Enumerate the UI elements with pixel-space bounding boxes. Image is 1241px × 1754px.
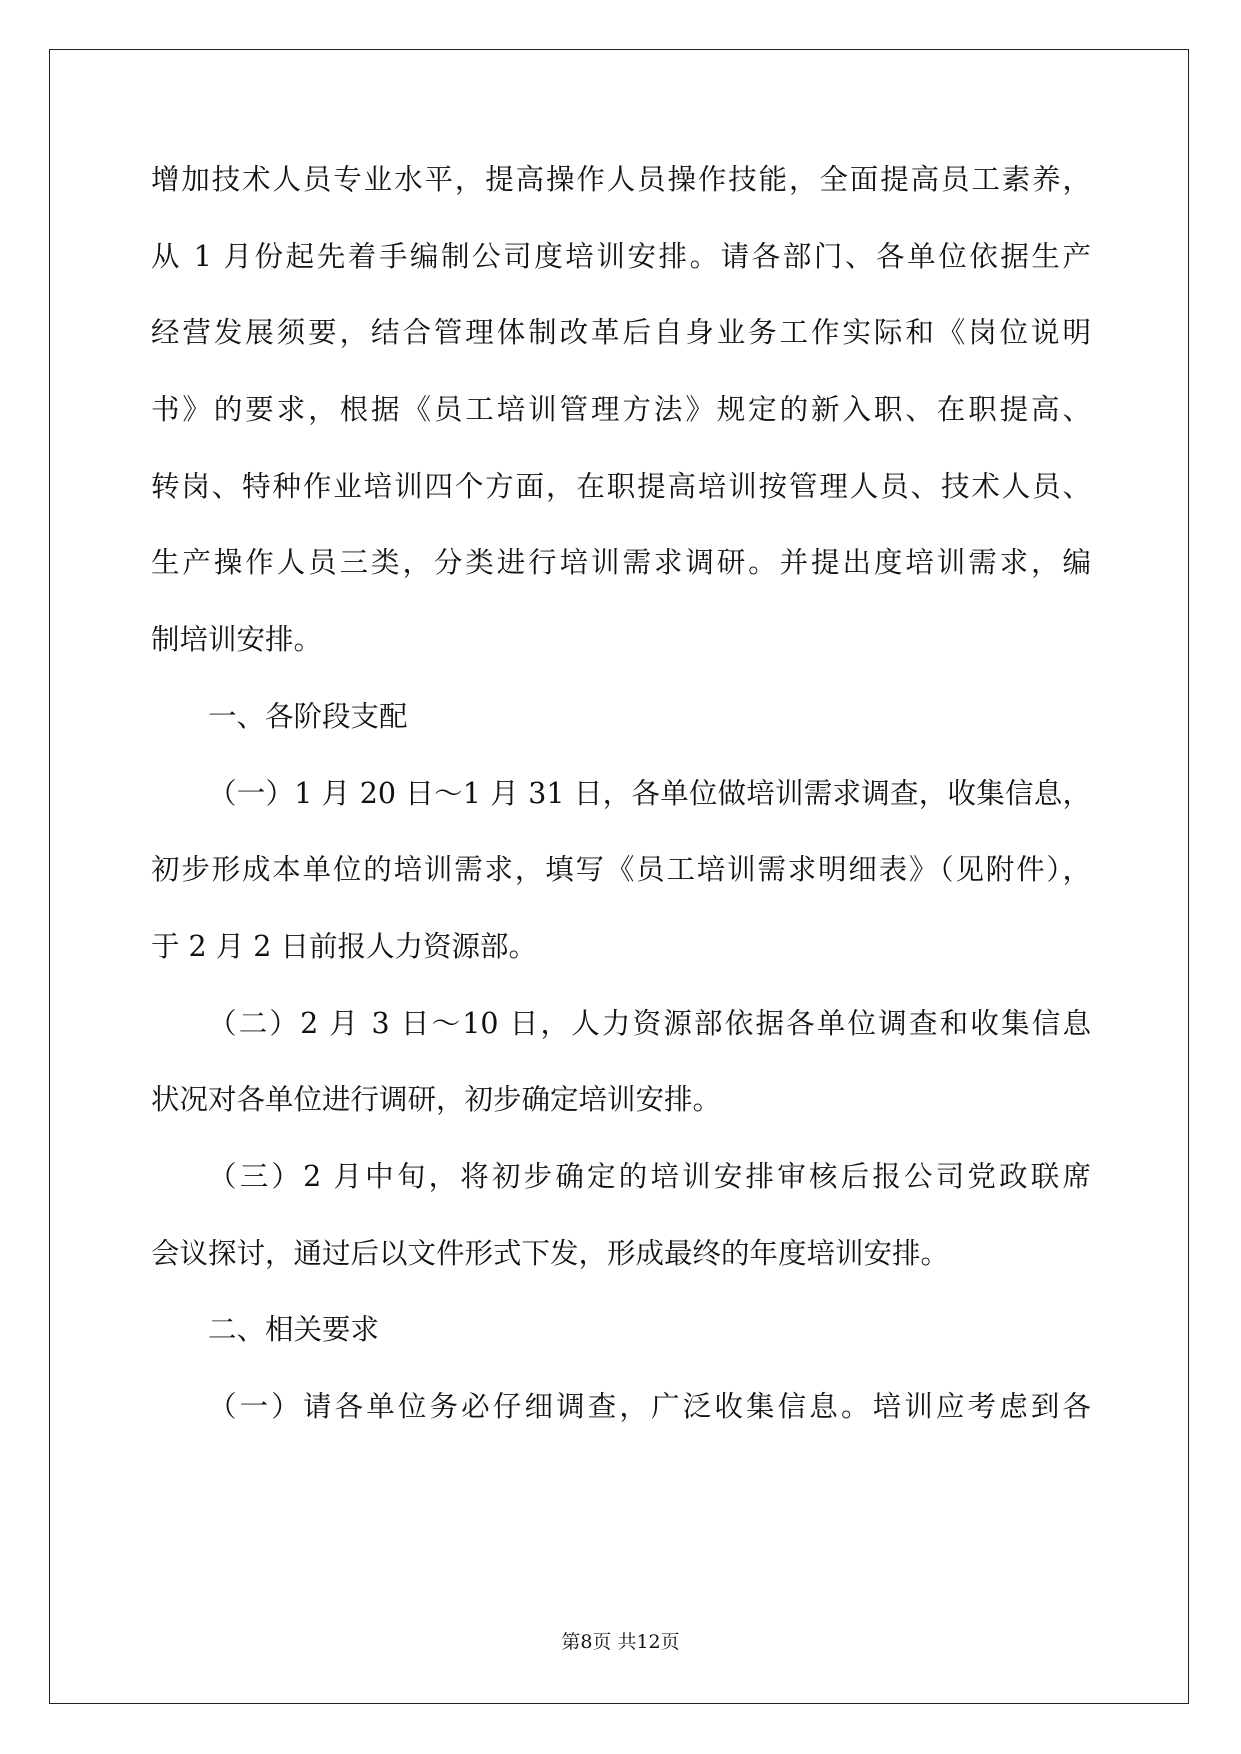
paragraph-line: （一）1 月 20 日～1 月 31 日，各单位做培训需求调查，收集信息， bbox=[208, 776, 1091, 810]
paragraph-line: 生产操作人员三类，分类进行培训需求调研。并提出度培训需求，编 bbox=[151, 546, 1091, 580]
document-body bbox=[151, 160, 1091, 1464]
paragraph-line: 初步形成本单位的培训需求，填写《员工培训需求明细表》（见附件）， bbox=[151, 853, 1091, 887]
paragraph-line: （二）2 月 3 日～10 日，人力资源部依据各单位调查和收集信息 bbox=[208, 1006, 1091, 1040]
paragraph-line: 会议探讨，通过后以文件形式下发，形成最终的年度培训安排。 bbox=[151, 1236, 950, 1270]
page-footer: 第8页 共12页 bbox=[561, 1631, 680, 1653]
paragraph-line: 从 1 月份起先着手编制公司度培训安排。请各部门、各单位依据生产 bbox=[151, 239, 1091, 273]
paragraph-line: 增加技术人员专业水平，提高操作人员操作技能，全面提高员工素养， bbox=[151, 163, 1091, 196]
section-heading: 二、相关要求 bbox=[208, 1313, 380, 1347]
paragraph-line: 经营发展须要，结合管理体制改革后自身业务工作实际和《岗位说明 bbox=[151, 316, 1091, 350]
paragraph-line: 状况对各单位进行调研，初步确定培训安排。 bbox=[151, 1083, 722, 1117]
paragraph-line: 书》的要求，根据《员工培训管理方法》规定的新入职、在职提高、 bbox=[151, 393, 1091, 427]
paragraph-line: 于 2 月 2 日前报人力资源部。 bbox=[151, 929, 538, 963]
paragraph-line: （一）请各单位务必仔细调查，广泛收集信息。培训应考虑到各 bbox=[208, 1390, 1091, 1423]
paragraph-line: 转岗、特种作业培训四个方面，在职提高培训按管理人员、技术人员、 bbox=[151, 469, 1091, 503]
paragraph-line: 制培训安排。 bbox=[151, 623, 323, 657]
section-heading: 一、各阶段支配 bbox=[208, 699, 408, 733]
paragraph-line: （三）2 月中旬，将初步确定的培训安排审核后报公司党政联席 bbox=[208, 1159, 1091, 1193]
